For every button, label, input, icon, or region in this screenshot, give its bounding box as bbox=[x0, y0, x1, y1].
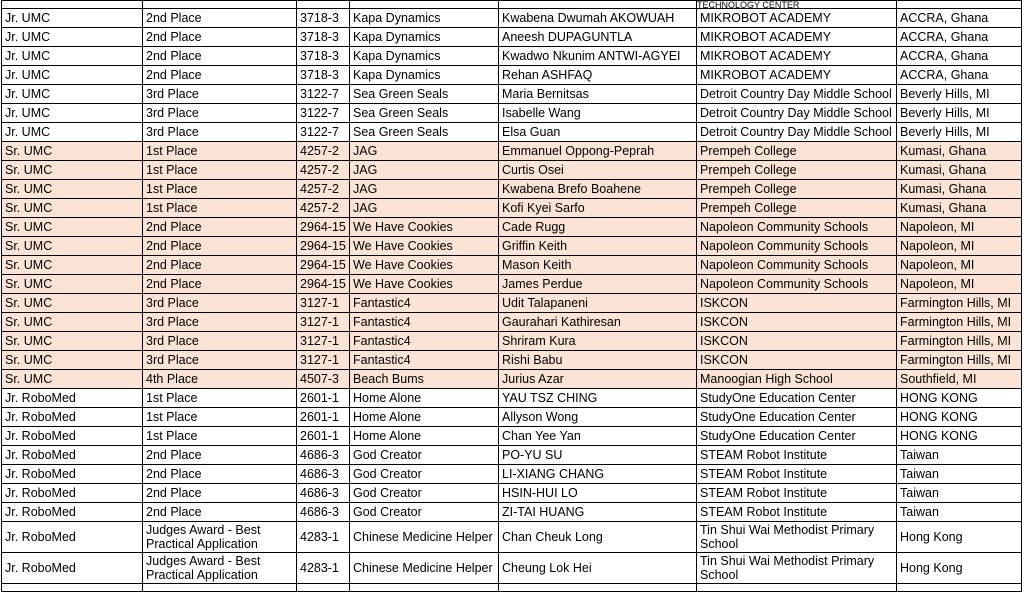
member-name-cell: ZI-TAI HUANG bbox=[499, 503, 697, 522]
location-cell: Napoleon, MI bbox=[897, 275, 1022, 294]
division-cell: Sr. UMC bbox=[2, 218, 143, 237]
table-row bbox=[2, 161, 1022, 180]
member-name-cell: Chan Yee Yan bbox=[499, 427, 697, 446]
team-number-cell: 3122-7 bbox=[297, 104, 350, 123]
team-name-cell: Home Alone bbox=[350, 408, 499, 427]
empty-cell bbox=[143, 584, 297, 592]
place-cell: 3rd Place bbox=[143, 294, 297, 313]
location-cell: Napoleon, MI bbox=[897, 237, 1022, 256]
place-cell: 1st Place bbox=[143, 199, 297, 218]
division-cell: Sr. UMC bbox=[2, 237, 143, 256]
school-cell: Napoleon Community Schools bbox=[697, 256, 897, 275]
place-cell: 2nd Place bbox=[143, 9, 297, 28]
team-name-cell: Fantastic4 bbox=[350, 332, 499, 351]
team-number-cell: 3122-7 bbox=[297, 123, 350, 142]
team-number-cell: 2964-15 bbox=[297, 256, 350, 275]
table-row bbox=[2, 199, 1022, 218]
team-number-cell: 4686-3 bbox=[297, 484, 350, 503]
member-name-cell: LI-XIANG CHANG bbox=[499, 465, 697, 484]
location-cell: Beverly Hills, MI bbox=[897, 85, 1022, 104]
team-number-cell: 4283-1 bbox=[297, 553, 350, 584]
school-cell: Prempeh College bbox=[697, 142, 897, 161]
division-cell: Sr. UMC bbox=[2, 275, 143, 294]
division-cell: Jr. RoboMed bbox=[2, 503, 143, 522]
division-cell: Jr. UMC bbox=[2, 123, 143, 142]
team-name-cell: Kapa Dynamics bbox=[350, 9, 499, 28]
member-name-cell: James Perdue bbox=[499, 275, 697, 294]
place-cell: 1st Place bbox=[143, 427, 297, 446]
division-cell: Sr. UMC bbox=[2, 199, 143, 218]
empty-cell bbox=[297, 584, 350, 592]
place-cell: Judges Award - Best Practical Application bbox=[143, 522, 297, 553]
table-row bbox=[2, 408, 1022, 427]
location-cell: Kumasi, Ghana bbox=[897, 161, 1022, 180]
place-cell: 1st Place bbox=[143, 180, 297, 199]
member-name-cell: Kwabena Dwumah AKOWUAH bbox=[499, 9, 697, 28]
member-name-cell: Cade Rugg bbox=[499, 218, 697, 237]
member-name-cell: PO-YU SU bbox=[499, 446, 697, 465]
team-number-cell: 3718-3 bbox=[297, 47, 350, 66]
division-cell: Jr. RoboMed bbox=[2, 408, 143, 427]
awards-table bbox=[1, 0, 1022, 592]
awards-table-body bbox=[2, 1, 1022, 592]
table-row bbox=[2, 522, 1022, 553]
member-name-cell: Jurius Azar bbox=[499, 370, 697, 389]
school-cell: Prempeh College bbox=[697, 199, 897, 218]
team-number-cell: 3718-3 bbox=[297, 9, 350, 28]
place-cell: 2nd Place bbox=[143, 275, 297, 294]
team-number-cell: 3127-1 bbox=[297, 313, 350, 332]
table-row bbox=[2, 47, 1022, 66]
location-cell: Taiwan bbox=[897, 465, 1022, 484]
member-name-cell: Cheung Lok Hei bbox=[499, 553, 697, 584]
team-number-cell: 4686-3 bbox=[297, 503, 350, 522]
place-cell: 4th Place bbox=[143, 370, 297, 389]
empty-cell bbox=[2, 584, 143, 592]
team-number-cell: 3718-3 bbox=[297, 28, 350, 47]
member-name-cell: YAU TSZ CHING bbox=[499, 389, 697, 408]
location-cell: Kumasi, Ghana bbox=[897, 142, 1022, 161]
location-cell: HONG KONG bbox=[897, 408, 1022, 427]
place-cell: 1st Place bbox=[143, 408, 297, 427]
location-cell: Farmington Hills, MI bbox=[897, 332, 1022, 351]
team-number-cell: 3718-3 bbox=[297, 66, 350, 85]
team-name-cell: Chinese Medicine Helper bbox=[350, 553, 499, 584]
table-row bbox=[2, 332, 1022, 351]
division-cell: Sr. UMC bbox=[2, 332, 143, 351]
team-number-cell: 2601-1 bbox=[297, 408, 350, 427]
team-number-cell: 3127-1 bbox=[297, 351, 350, 370]
location-cell: Taiwan bbox=[897, 484, 1022, 503]
member-name-cell: Curtis Osei bbox=[499, 161, 697, 180]
member-name-cell: Kofi Kyei Sarfo bbox=[499, 199, 697, 218]
team-name-cell: Fantastic4 bbox=[350, 294, 499, 313]
school-cell: StudyOne Education Center bbox=[697, 408, 897, 427]
table-row bbox=[2, 237, 1022, 256]
team-name-cell: God Creator bbox=[350, 484, 499, 503]
member-name-cell: Rehan ASHFAQ bbox=[499, 66, 697, 85]
school-cell: MIKROBOT ACADEMY bbox=[697, 28, 897, 47]
school-cell: ISKCON bbox=[697, 332, 897, 351]
empty-cell bbox=[350, 584, 499, 592]
member-name-cell: HSIN-HUI LO bbox=[499, 484, 697, 503]
school-cell: STEAM Robot Institute bbox=[697, 484, 897, 503]
team-name-cell: Sea Green Seals bbox=[350, 104, 499, 123]
team-number-cell: 4257-2 bbox=[297, 180, 350, 199]
division-cell: Sr. UMC bbox=[2, 313, 143, 332]
school-cell: Tin Shui Wai Methodist Primary School bbox=[697, 553, 897, 584]
division-cell: Sr. UMC bbox=[2, 142, 143, 161]
cut-off-bottom-row bbox=[2, 584, 1022, 592]
table-row bbox=[2, 503, 1022, 522]
team-name-cell: Kapa Dynamics bbox=[350, 28, 499, 47]
member-name-cell: Rishi Babu bbox=[499, 351, 697, 370]
empty-cell bbox=[897, 584, 1022, 592]
place-cell: 3rd Place bbox=[143, 351, 297, 370]
team-name-cell: JAG bbox=[350, 142, 499, 161]
table-row bbox=[2, 275, 1022, 294]
place-cell: 2nd Place bbox=[143, 503, 297, 522]
member-name-cell: Maria Bernitsas bbox=[499, 85, 697, 104]
location-cell: Southfield, MI bbox=[897, 370, 1022, 389]
location-cell: Napoleon, MI bbox=[897, 218, 1022, 237]
place-cell: 3rd Place bbox=[143, 104, 297, 123]
school-cell: Detroit Country Day Middle School bbox=[697, 104, 897, 123]
table-row bbox=[2, 484, 1022, 503]
team-number-cell: 4257-2 bbox=[297, 199, 350, 218]
place-cell: Judges Award - Best Practical Application bbox=[143, 553, 297, 584]
team-name-cell: We Have Cookies bbox=[350, 218, 499, 237]
place-cell: 3rd Place bbox=[143, 85, 297, 104]
division-cell: Sr. UMC bbox=[2, 370, 143, 389]
place-cell: 3rd Place bbox=[143, 332, 297, 351]
division-cell: Sr. UMC bbox=[2, 294, 143, 313]
division-cell: Jr. UMC bbox=[2, 9, 143, 28]
team-name-cell: We Have Cookies bbox=[350, 275, 499, 294]
team-name-cell: Sea Green Seals bbox=[350, 85, 499, 104]
member-name-cell: Chan Cheuk Long bbox=[499, 522, 697, 553]
table-row bbox=[2, 256, 1022, 275]
place-cell: 2nd Place bbox=[143, 465, 297, 484]
team-number-cell: 3127-1 bbox=[297, 294, 350, 313]
location-cell: Hong Kong bbox=[897, 553, 1022, 584]
place-cell: 2nd Place bbox=[143, 28, 297, 47]
place-cell: 2nd Place bbox=[143, 237, 297, 256]
member-name-cell: Kwabena Brefo Boahene bbox=[499, 180, 697, 199]
place-cell: 2nd Place bbox=[143, 484, 297, 503]
location-cell: ACCRA, Ghana bbox=[897, 9, 1022, 28]
member-name-cell: Kwadwo Nkunim ANTWI-AGYEI bbox=[499, 47, 697, 66]
place-cell: 2nd Place bbox=[143, 47, 297, 66]
school-cell: STEAM Robot Institute bbox=[697, 465, 897, 484]
team-name-cell: JAG bbox=[350, 199, 499, 218]
member-name-cell: Udit Talapaneni bbox=[499, 294, 697, 313]
team-number-cell: 4257-2 bbox=[297, 142, 350, 161]
team-name-cell: God Creator bbox=[350, 446, 499, 465]
location-cell: Farmington Hills, MI bbox=[897, 294, 1022, 313]
team-number-cell: 4686-3 bbox=[297, 465, 350, 484]
team-number-cell: 2964-15 bbox=[297, 218, 350, 237]
division-cell: Jr. RoboMed bbox=[2, 427, 143, 446]
cut-off-top-row bbox=[2, 1, 1022, 9]
division-cell: Sr. UMC bbox=[2, 180, 143, 199]
school-cell: Detroit Country Day Middle School bbox=[697, 85, 897, 104]
table-row bbox=[2, 294, 1022, 313]
team-number-cell: 3122-7 bbox=[297, 85, 350, 104]
team-number-cell: 2601-1 bbox=[297, 389, 350, 408]
location-cell: Taiwan bbox=[897, 446, 1022, 465]
table-row bbox=[2, 9, 1022, 28]
table-row bbox=[2, 66, 1022, 85]
table-row bbox=[2, 389, 1022, 408]
table-row bbox=[2, 218, 1022, 237]
location-cell: ACCRA, Ghana bbox=[897, 47, 1022, 66]
results-spreadsheet bbox=[1, 0, 1021, 592]
school-cell: ISKCON bbox=[697, 313, 897, 332]
place-cell: 3rd Place bbox=[143, 123, 297, 142]
table-row bbox=[2, 370, 1022, 389]
member-name-cell: Gaurahari Kathiresan bbox=[499, 313, 697, 332]
school-cell: ISKCON bbox=[697, 294, 897, 313]
school-cell: Napoleon Community Schools bbox=[697, 218, 897, 237]
division-cell: Jr. RoboMed bbox=[2, 389, 143, 408]
table-row bbox=[2, 142, 1022, 161]
table-row bbox=[2, 180, 1022, 199]
division-cell: Jr. UMC bbox=[2, 85, 143, 104]
school-cell: Detroit Country Day Middle School bbox=[697, 123, 897, 142]
empty-cell bbox=[697, 584, 897, 592]
team-name-cell: Kapa Dynamics bbox=[350, 66, 499, 85]
division-cell: Jr. UMC bbox=[2, 47, 143, 66]
location-cell: Kumasi, Ghana bbox=[897, 199, 1022, 218]
team-name-cell: We Have Cookies bbox=[350, 237, 499, 256]
team-number-cell: 3127-1 bbox=[297, 332, 350, 351]
school-cell: Prempeh College bbox=[697, 161, 897, 180]
table-row bbox=[2, 446, 1022, 465]
division-cell: Jr. RoboMed bbox=[2, 553, 143, 584]
member-name-cell: Mason Keith bbox=[499, 256, 697, 275]
member-name-cell: Allyson Wong bbox=[499, 408, 697, 427]
school-cell: MIKROBOT ACADEMY bbox=[697, 47, 897, 66]
team-name-cell: JAG bbox=[350, 180, 499, 199]
team-name-cell: Home Alone bbox=[350, 427, 499, 446]
location-cell: Beverly Hills, MI bbox=[897, 123, 1022, 142]
member-name-cell: Isabelle Wang bbox=[499, 104, 697, 123]
school-cell: Napoleon Community Schools bbox=[697, 275, 897, 294]
team-name-cell: We Have Cookies bbox=[350, 256, 499, 275]
team-name-cell: God Creator bbox=[350, 465, 499, 484]
table-row bbox=[2, 465, 1022, 484]
division-cell: Jr. RoboMed bbox=[2, 484, 143, 503]
team-name-cell: Chinese Medicine Helper bbox=[350, 522, 499, 553]
school-cell: MIKROBOT ACADEMY bbox=[697, 66, 897, 85]
school-cell: ISKCON bbox=[697, 351, 897, 370]
division-cell: Sr. UMC bbox=[2, 256, 143, 275]
division-cell: Jr. RoboMed bbox=[2, 446, 143, 465]
school-cell: STEAM Robot Institute bbox=[697, 446, 897, 465]
location-cell: Beverly Hills, MI bbox=[897, 104, 1022, 123]
team-number-cell: 4507-3 bbox=[297, 370, 350, 389]
team-number-cell: 4283-1 bbox=[297, 522, 350, 553]
member-name-cell: Emmanuel Oppong-Peprah bbox=[499, 142, 697, 161]
empty-cell bbox=[499, 584, 697, 592]
school-cell: Prempeh College bbox=[697, 180, 897, 199]
place-cell: 2nd Place bbox=[143, 446, 297, 465]
place-cell: 2nd Place bbox=[143, 256, 297, 275]
school-cell: Manoogian High School bbox=[697, 370, 897, 389]
place-cell: 1st Place bbox=[143, 389, 297, 408]
place-cell: 1st Place bbox=[143, 161, 297, 180]
location-cell: HONG KONG bbox=[897, 427, 1022, 446]
member-name-cell: Elsa Guan bbox=[499, 123, 697, 142]
table-row bbox=[2, 313, 1022, 332]
member-name-cell: Aneesh DUPAGUNTLA bbox=[499, 28, 697, 47]
location-cell: HONG KONG bbox=[897, 389, 1022, 408]
member-name-cell: Shriram Kura bbox=[499, 332, 697, 351]
division-cell: Jr. RoboMed bbox=[2, 522, 143, 553]
place-cell: 2nd Place bbox=[143, 218, 297, 237]
location-cell: Farmington Hills, MI bbox=[897, 351, 1022, 370]
place-cell: 1st Place bbox=[143, 142, 297, 161]
school-cell: StudyOne Education Center bbox=[697, 427, 897, 446]
team-name-cell: Kapa Dynamics bbox=[350, 47, 499, 66]
division-cell: Sr. UMC bbox=[2, 351, 143, 370]
team-number-cell: 4257-2 bbox=[297, 161, 350, 180]
table-row bbox=[2, 553, 1022, 584]
division-cell: Jr. UMC bbox=[2, 104, 143, 123]
school-cell: Napoleon Community Schools bbox=[697, 237, 897, 256]
team-name-cell: Fantastic4 bbox=[350, 313, 499, 332]
location-cell: Farmington Hills, MI bbox=[897, 313, 1022, 332]
team-number-cell: 4686-3 bbox=[297, 446, 350, 465]
team-name-cell: JAG bbox=[350, 161, 499, 180]
member-name-cell: Griffin Keith bbox=[499, 237, 697, 256]
location-cell: ACCRA, Ghana bbox=[897, 28, 1022, 47]
team-number-cell: 2964-15 bbox=[297, 237, 350, 256]
table-row bbox=[2, 28, 1022, 47]
team-number-cell: 2601-1 bbox=[297, 427, 350, 446]
team-name-cell: Home Alone bbox=[350, 389, 499, 408]
school-cell: STEAM Robot Institute bbox=[697, 503, 897, 522]
team-name-cell: Sea Green Seals bbox=[350, 123, 499, 142]
table-row bbox=[2, 123, 1022, 142]
location-cell: Kumasi, Ghana bbox=[897, 180, 1022, 199]
location-cell: Napoleon, MI bbox=[897, 256, 1022, 275]
division-cell: Sr. UMC bbox=[2, 161, 143, 180]
team-number-cell: 2964-15 bbox=[297, 275, 350, 294]
team-name-cell: Fantastic4 bbox=[350, 351, 499, 370]
place-cell: 2nd Place bbox=[143, 66, 297, 85]
location-cell: Hong Kong bbox=[897, 522, 1022, 553]
division-cell: Jr. RoboMed bbox=[2, 465, 143, 484]
team-name-cell: God Creator bbox=[350, 503, 499, 522]
division-cell: Jr. UMC bbox=[2, 66, 143, 85]
place-cell: 3rd Place bbox=[143, 313, 297, 332]
table-row bbox=[2, 351, 1022, 370]
school-cell: Tin Shui Wai Methodist Primary School bbox=[697, 522, 897, 553]
table-row bbox=[2, 427, 1022, 446]
location-cell: ACCRA, Ghana bbox=[897, 66, 1022, 85]
school-cell: StudyOne Education Center bbox=[697, 389, 897, 408]
school-cell: MIKROBOT ACADEMY bbox=[697, 9, 897, 28]
division-cell: Jr. UMC bbox=[2, 28, 143, 47]
cut-off-header-text: TECHNOLOGY CENTER bbox=[697, 1, 897, 9]
team-name-cell: Beach Bums bbox=[350, 370, 499, 389]
table-row bbox=[2, 85, 1022, 104]
location-cell: Taiwan bbox=[897, 503, 1022, 522]
table-row bbox=[2, 104, 1022, 123]
